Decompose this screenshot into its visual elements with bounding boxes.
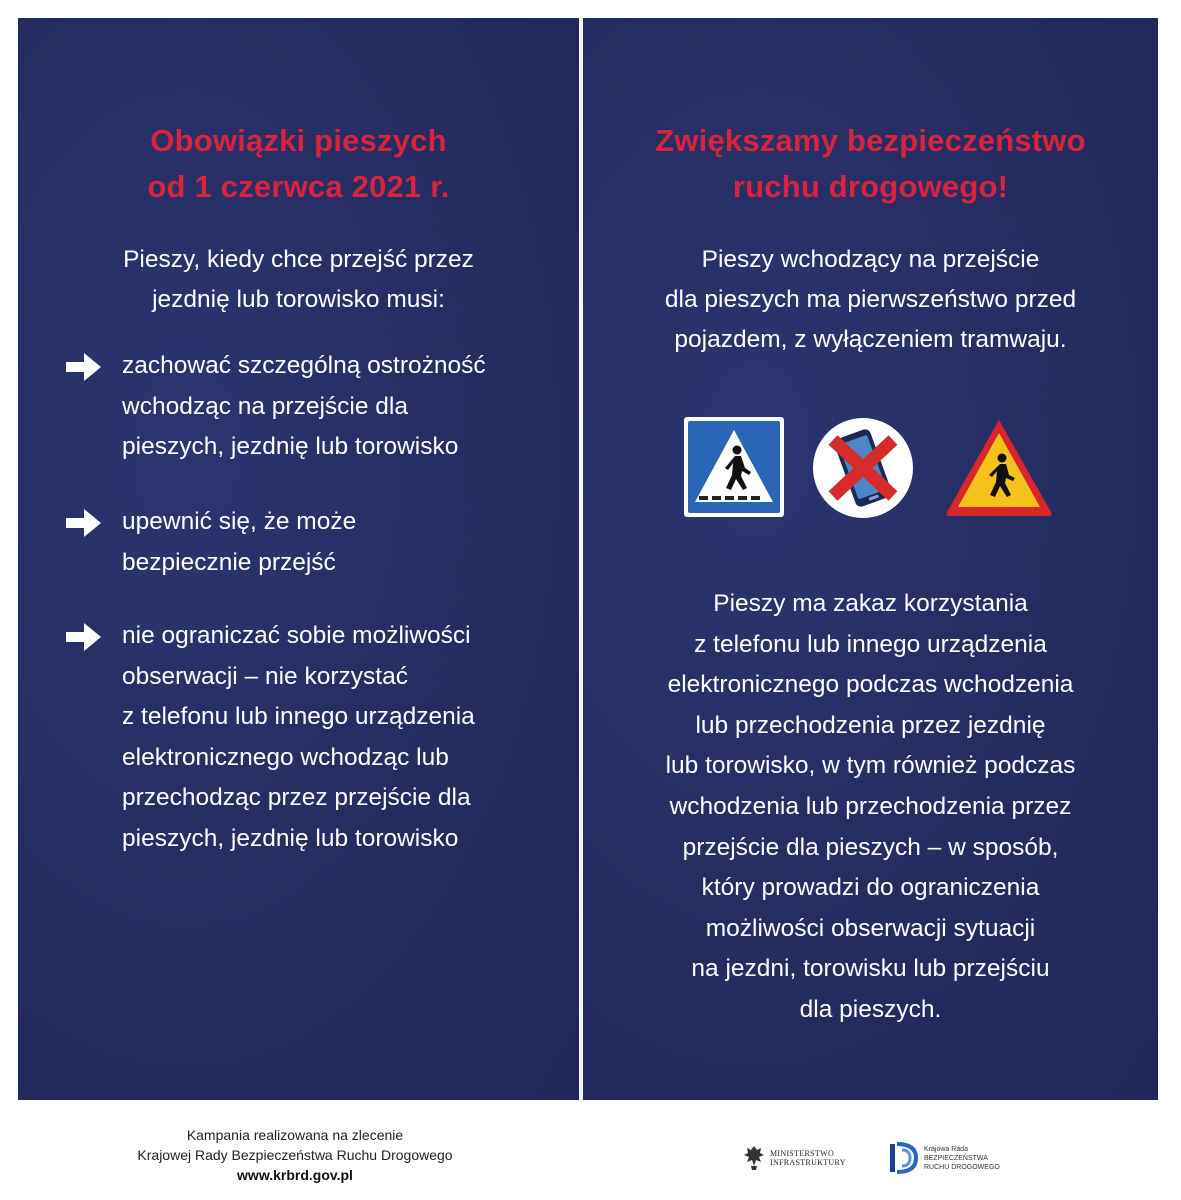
right-heading-line-2: ruchu drogowego!: [732, 169, 1009, 204]
left-intro: [18, 240, 579, 320]
right-heading-line-1: Zwiększamy bezpieczeństwo: [655, 123, 1086, 158]
left-heading-line-1: Obowiązki pieszych: [150, 123, 447, 158]
left-panel: [18, 18, 579, 1100]
right-intro-line: pojazdem, z wyłączeniem tramwaju.: [674, 326, 1067, 353]
bullet-text: [122, 346, 486, 468]
bullet-line: pieszych, jezdnię lub torowisko: [122, 824, 459, 852]
paragraph-line: Pieszy ma zakaz korzystania: [713, 590, 1028, 617]
krbrd-logo: [888, 1138, 1008, 1178]
bullet-line: nie ograniczać sobie możliwości: [122, 622, 471, 649]
bullet-line: bezpiecznie przejść: [122, 548, 336, 576]
pedestrian-crossing-sign-icon: [683, 416, 785, 518]
paragraph-line: który prowadzi do ograniczenia: [701, 874, 1040, 902]
traffic-signs-row: [583, 416, 1158, 536]
paragraph-line: możliwości obserwacji sytuacji: [705, 914, 1036, 942]
paragraph-line: wchodzenia lub przechodzenia przez: [669, 792, 1072, 820]
left-heading: [18, 118, 579, 210]
krbrd-logo-line-2: BEZPIECZEŃSTWA: [924, 1155, 988, 1162]
bullet-text: [122, 502, 356, 583]
right-paragraph: [583, 584, 1158, 1031]
right-intro: [583, 240, 1158, 360]
bullet-text: [122, 616, 475, 859]
paragraph-line: dla pieszych.: [799, 995, 942, 1023]
right-heading: [583, 118, 1158, 210]
footer-line: Krajowej Rady Bezpieczeństwa Ruchu Drogowego: [137, 1147, 453, 1163]
bullet-line: elektronicznego wchodząc lub: [122, 743, 449, 771]
bullet-line: wchodząc na przejście dla: [122, 392, 408, 420]
pedestrian-warning-sign-icon: [943, 416, 1055, 520]
footer-url-link[interactable]: www.krbrd.gov.pl: [237, 1167, 353, 1183]
bullet-line: z telefonu lub innego urządzenia: [122, 703, 475, 730]
left-intro-line: jezdnię lub torowisko musi:: [152, 286, 445, 313]
arrow-right-icon: [64, 506, 104, 540]
ministry-logo-line-2: INFRASTRUKTURY: [770, 1158, 846, 1167]
bullet-line: pieszych, jezdnię lub torowisko: [122, 433, 459, 460]
paragraph-line: lub torowisko, w tym również podczas: [665, 752, 1076, 780]
paragraph-line: lub przechodzenia przez jezdnię: [695, 711, 1046, 739]
ministry-logo-line-1: MINISTERSTWO: [770, 1149, 835, 1158]
no-phone-sign-icon: [811, 416, 915, 520]
bullet-line: upewnić się, że może: [122, 508, 357, 535]
arrow-right-icon: [64, 350, 104, 384]
bullet-line: zachować szczególną ostrożność: [122, 352, 486, 379]
left-heading-line-2: od 1 czerwca 2021 r.: [147, 169, 450, 204]
footer-line: Kampania realizowana na zlecenie: [186, 1127, 404, 1143]
krbrd-logo-line-3: RUCHU DROGOWEGO: [924, 1164, 1000, 1171]
right-intro-line: Pieszy wchodzący na przejście: [701, 246, 1040, 273]
right-intro-line: dla pieszych ma pierwszeństwo przed: [664, 286, 1077, 313]
left-intro-line: Pieszy, kiedy chce przejść przez: [123, 246, 474, 273]
bullet-line: obserwacji – nie korzystać: [122, 662, 408, 690]
paragraph-line: elektronicznego podczas wchodzenia: [667, 671, 1074, 699]
paragraph-line: na jezdni, torowisku lub przejściu: [691, 955, 1050, 983]
eagle-emblem-icon: [744, 1146, 764, 1170]
right-panel: [583, 18, 1158, 1100]
paragraph-line: z telefonu lub innego urządzenia: [694, 630, 1047, 658]
krbrd-mark-icon: [890, 1144, 916, 1172]
bullet-line: przechodząc przez przejście dla: [122, 784, 471, 811]
ministry-logo: [742, 1140, 862, 1176]
campaign-footer: [100, 1125, 490, 1185]
arrow-right-icon: [64, 620, 104, 654]
paragraph-line: przejście dla pieszych – w sposób,: [682, 833, 1059, 861]
krbrd-logo-line-1: Krajowa Rada: [924, 1146, 968, 1153]
